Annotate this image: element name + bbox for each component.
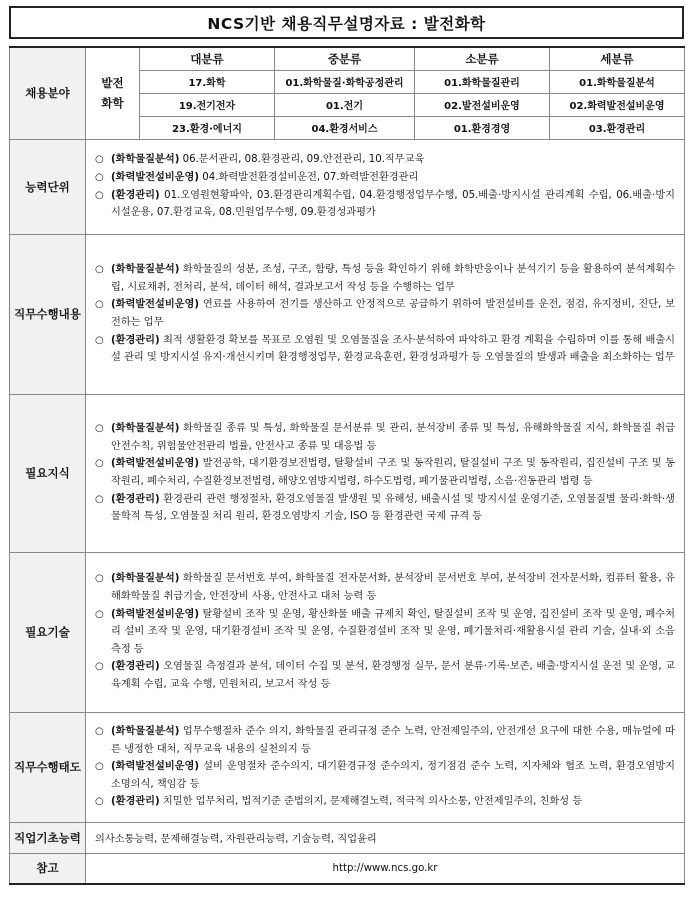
bullet-item — [95, 491, 675, 526]
ability-unit-row — [10, 139, 685, 234]
category-label: (화학물질분석) — [111, 154, 180, 166]
recruit-field-line: 화학 — [101, 96, 124, 111]
circle-bullet-icon: ○ — [95, 334, 104, 346]
reference-link[interactable]: http://www.ncs.go.kr — [86, 853, 685, 884]
class-cell: 19.전기전자 — [140, 93, 275, 116]
required-skill-row — [10, 552, 685, 712]
item-description: 연료를 사용하여 전기를 생산하고 안정적으로 공급하기 위하여 발전설비를 운전, 점검, 유지정비, 진단, 보전하는 업무 — [111, 299, 675, 328]
item-description: 오염물질 측정결과 분석, 데이터 수집 및 분석, 환경행정 실무, 문서 분류·기록·보존, 배출·방지시설 운전 및 운영, 교육계획 수립, 교육 수행, 민원처리, 보고서 작성 등 — [111, 661, 675, 690]
circle-bullet-icon: ○ — [95, 661, 104, 673]
bullet-item — [95, 606, 675, 659]
job-description-table — [9, 46, 685, 885]
item-description: 환경관리 관련 행정절차, 환경오염물질 발생원 및 유해성, 배출시설 및 방지시설 운영기준, 오염물질별 물리·화학·생물학적 특성, 오염물질 처리 원리, 환경오염방지 기술, ISO 등 환경관련 국제 규격 등 — [111, 493, 675, 523]
required-skill-label: 필요기술 — [10, 552, 86, 712]
category-label: (화력발전설비운영) — [111, 171, 200, 183]
bullet-text — [111, 420, 675, 455]
job-attitude-content — [86, 712, 685, 822]
class-cell: 01.화학물질·화학공정관리 — [275, 70, 415, 93]
required-skill-content — [86, 552, 685, 712]
category-label: (화력발전설비운영) — [111, 458, 200, 470]
item-description: 최적 생활환경 확보를 목표로 오염원 및 오염물질을 조사·분석하여 파악하고 환경 계획을 수립하며 이를 통해 배출시설 관리 및 방지시설 유지·개선시키며 환경행정업무, 환경교육훈련, 환경성과평가 등 오염물질의 발생과 배출을 최소화하는 업무 — [111, 334, 675, 364]
header-middle: 중분류 — [275, 47, 415, 70]
circle-bullet-icon: ○ — [95, 171, 104, 183]
job-attitude-label: 직무수행태도 — [10, 712, 86, 822]
job-attitude-row — [10, 712, 685, 822]
recruit-header-row — [10, 47, 685, 70]
bullet-item — [95, 169, 675, 187]
category-label: (환경관리) — [111, 661, 160, 673]
circle-bullet-icon: ○ — [95, 608, 104, 620]
job-content-content — [86, 234, 685, 394]
item-description: 화학물질 종류 및 특성, 화학물질 문서분류 및 관리, 분석장비 종류 및 특성, 유해화학물질 지식, 화학물질 취급 안전수칙, 위험물안전관리 법률, 안전사고 종류 및 대응법 등 — [111, 423, 675, 452]
reference-label: 참고 — [10, 853, 86, 884]
bullet-text — [111, 758, 675, 793]
circle-bullet-icon: ○ — [95, 154, 104, 166]
item-description: 01.오염원현황파악, 03.환경관리계획수립, 04.환경행정업무수행, 05.배출·방지시설 관리계획 수립, 06.배출·방지시설운용, 07.환경교육, 08.민원업무수행, 09.환경성과평가 — [111, 189, 675, 219]
required-knowledge-content — [86, 394, 685, 552]
bullet-text — [111, 606, 675, 659]
bullet-text — [111, 491, 675, 526]
reference-row — [10, 853, 685, 884]
circle-bullet-icon: ○ — [95, 458, 104, 470]
item-description: 06.문서관리, 08.환경관리, 09.안전관리, 10.직무교육 — [179, 154, 425, 166]
bullet-item — [95, 793, 675, 811]
page-title: NCS기반 채용직무설명자료 : 발전화학 — [9, 6, 684, 39]
category-label: (화학물질분석) — [111, 573, 180, 585]
circle-bullet-icon: ○ — [95, 423, 104, 435]
circle-bullet-icon: ○ — [95, 264, 104, 276]
bullet-item — [95, 455, 675, 490]
bullet-text — [111, 723, 675, 758]
circle-bullet-icon: ○ — [95, 761, 104, 773]
recruit-field-line: 발전 — [101, 76, 124, 91]
bullet-item — [95, 758, 675, 793]
bullet-text — [111, 793, 675, 811]
category-label: (환경관리) — [111, 493, 160, 505]
bullet-text — [111, 169, 675, 187]
bullet-text — [111, 187, 675, 222]
bullet-text — [111, 658, 675, 693]
ability-unit-content — [86, 139, 685, 234]
category-label: (화력발전설비운영) — [111, 608, 200, 620]
class-cell: 01.전기 — [275, 93, 415, 116]
class-cell: 02.발전설비운영 — [415, 93, 550, 116]
header-minor: 소분류 — [415, 47, 550, 70]
recruit-label: 채용분야 — [10, 47, 86, 139]
bullet-item — [95, 570, 675, 605]
item-description: 04.화력발전환경설비운전, 07.화력발전환경관리 — [199, 171, 419, 183]
category-label: (환경관리) — [111, 189, 160, 201]
bullet-text — [111, 261, 675, 296]
category-label: (화력발전설비운영) — [111, 299, 200, 311]
bullet-item — [95, 187, 675, 222]
required-knowledge-row — [10, 394, 685, 552]
basic-ability-text: 의사소통능력, 문제해결능력, 자원관리능력, 기술능력, 직업윤리 — [86, 822, 685, 853]
circle-bullet-icon: ○ — [95, 189, 104, 201]
class-cell: 04.환경서비스 — [275, 116, 415, 139]
circle-bullet-icon: ○ — [95, 726, 104, 738]
basic-ability-label: 직업기초능력 — [10, 822, 86, 853]
category-label: (화학물질분석) — [111, 726, 180, 738]
bullet-item — [95, 332, 675, 367]
class-cell: 01.화학물질관리 — [415, 70, 550, 93]
class-cell: 23.환경·에너지 — [140, 116, 275, 139]
item-description: 발전공학, 대기환경보전법령, 탈황설비 구조 및 동작원리, 탈질설비 구조 및 동작원리, 집진설비 구조 및 동작원리, 폐수처리, 수질환경보전법령, 해양오염방지법령, 하수도법령, 폐기물관리법령, 소음·진동관리 법령 등 — [111, 458, 675, 487]
bullet-text — [111, 455, 675, 490]
item-description: 설비 운영절차 준수의지, 대기환경규정 준수의지, 정기점검 준수 노력, 지자체와 협조 노력, 환경오염방지 소명의식, 책임감 등 — [111, 761, 675, 790]
category-label: (화력발전설비운영) — [111, 761, 200, 773]
category-label: (환경관리) — [111, 796, 160, 808]
class-cell: 17.화학 — [140, 70, 275, 93]
bullet-text — [111, 151, 675, 169]
class-cell: 03.환경관리 — [550, 116, 685, 139]
bullet-item — [95, 296, 675, 331]
bullet-item — [95, 151, 675, 169]
item-description: 화학물질 문서번호 부여, 화학물질 전자문서화, 분석장비 문서번호 부여, 분석장비 전자문서화, 컴퓨터 활용, 유해화학물질 취급기술, 안전장비 사용, 안전사고 대처 능력 등 — [111, 573, 675, 603]
recruit-field — [86, 47, 140, 139]
circle-bullet-icon: ○ — [95, 299, 104, 311]
required-knowledge-label: 필요지식 — [10, 394, 86, 552]
class-cell: 01.화학물질분석 — [550, 70, 685, 93]
bullet-item — [95, 261, 675, 296]
class-cell: 02.화력발전설비운영 — [550, 93, 685, 116]
bullet-text — [111, 296, 675, 331]
job-content-label: 직무수행내용 — [10, 234, 86, 394]
circle-bullet-icon: ○ — [95, 573, 104, 585]
bullet-item — [95, 658, 675, 693]
item-description: 탈황설비 조작 및 운영, 황산화물 배출 규제치 확인, 탈질설비 조작 및 운영, 집진설비 조작 및 운영, 폐수처리 설비 조작 및 운영, 대기환경설비 조작 및 운영, 수질환경설비 조작 및 운영, 폐기물처리·재활용시설 관리 기술, 실내·외 소음 측정 등 — [111, 608, 675, 655]
ability-unit-label: 능력단위 — [10, 139, 86, 234]
bullet-item — [95, 723, 675, 758]
bullet-text — [111, 332, 675, 367]
item-description: 치밀한 업무처리, 법적기준 준법의지, 문제해결노력, 적극적 의사소통, 안전제일주의, 친화성 등 — [159, 796, 583, 808]
category-label: (화학물질분석) — [111, 264, 180, 276]
bullet-text — [111, 570, 675, 605]
class-cell: 01.환경경영 — [415, 116, 550, 139]
item-description: 업무수행절차 준수 의지, 화학물질 관리규정 준수 노력, 안전제일주의, 안전개선 요구에 대한 수용, 매뉴얼에 따른 냉정한 대처, 직무교육 내용의 실천의지 등 — [111, 726, 675, 755]
header-detail: 세분류 — [550, 47, 685, 70]
category-label: (화학물질분석) — [111, 423, 180, 435]
header-major: 대분류 — [140, 47, 275, 70]
circle-bullet-icon: ○ — [95, 493, 104, 505]
job-content-row — [10, 234, 685, 394]
bullet-item — [95, 420, 675, 455]
circle-bullet-icon: ○ — [95, 796, 104, 808]
basic-ability-row — [10, 822, 685, 853]
item-description: 화학물질의 성분, 조성, 구조, 함량, 특성 등을 확인하기 위해 화학반응이나 분석기기 등을 활용하여 분석계획수립, 시료채취, 전처리, 분석, 데이터 해석, 결과보고서 작성 등을 수행하는 업무 — [111, 264, 675, 293]
category-label: (환경관리) — [111, 334, 160, 346]
